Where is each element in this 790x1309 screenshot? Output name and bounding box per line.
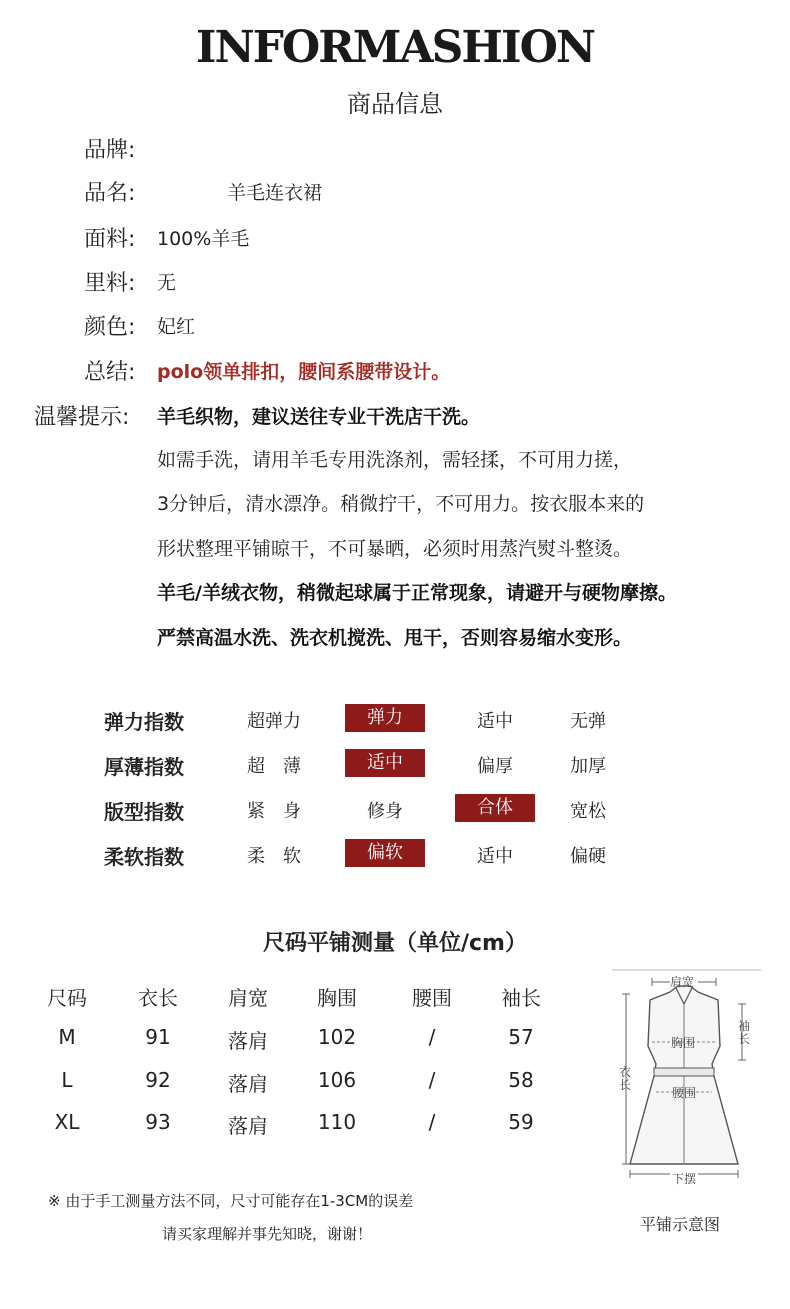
index-option-selected: 偏软 <box>345 839 425 867</box>
size-cell: 58 <box>508 1068 534 1092</box>
diagram-hem-label: 下摆 <box>672 1172 697 1186</box>
product-name-label: 品名: <box>84 181 136 206</box>
diagram-length-label: 衣长 <box>618 1065 631 1092</box>
size-cell: 落肩 <box>228 1114 268 1138</box>
diagram-sleeve-label: 袖长 <box>737 1019 750 1046</box>
tips-line: 如需手洗，请用羊毛专用洗涤剂，需轻揉，不可用力搓， <box>157 449 633 471</box>
brand-label: 品牌: <box>84 138 136 163</box>
size-cell: / <box>428 1068 436 1092</box>
summary-value: polo领单排扣，腰间系腰带设计。 <box>157 361 451 383</box>
index-label: 弹力指数 <box>104 710 184 734</box>
size-cell: 106 <box>317 1068 357 1092</box>
size-cell: / <box>428 1110 436 1134</box>
index-option-selected: 合体 <box>455 794 535 822</box>
index-label: 柔软指数 <box>104 845 184 869</box>
size-row-label: XL <box>54 1110 80 1134</box>
size-cell: 91 <box>145 1025 171 1049</box>
index-option: 紧 身 <box>247 801 301 822</box>
tips-line: 严禁高温水洗、洗衣机搅洗、甩干，否则容易缩水变形。 <box>157 627 633 649</box>
header-title-cn: 商品信息 <box>347 90 443 118</box>
index-option: 偏硬 <box>570 846 606 867</box>
size-note-2: 请买家理解并事先知晓，谢谢！ <box>162 1225 373 1243</box>
index-option: 超弹力 <box>247 711 301 732</box>
summary-label: 总结: <box>84 360 136 385</box>
size-cell: 102 <box>317 1025 357 1049</box>
diagram-waist-label: 腰围 <box>672 1086 697 1100</box>
color-value: 妃红 <box>157 316 196 338</box>
tips-line: 形状整理平铺晾干，不可暴晒，必须时用蒸汽熨斗整烫。 <box>157 538 633 560</box>
index-option-selected: 适中 <box>345 749 425 777</box>
size-cell: 92 <box>145 1068 171 1092</box>
index-option: 适中 <box>477 846 513 867</box>
index-option: 修身 <box>367 801 403 822</box>
index-option: 柔 软 <box>247 846 301 867</box>
diagram-caption: 平铺示意图 <box>640 1215 721 1234</box>
size-cell: 落肩 <box>228 1029 268 1053</box>
fabric-value: 100%羊毛 <box>157 228 250 250</box>
lining-value: 无 <box>157 272 177 294</box>
size-cell: 57 <box>508 1025 534 1049</box>
size-cell: 93 <box>145 1110 171 1134</box>
tips-line: 羊毛/羊绒衣物，稍微起球属于正常现象，请避开与硬物摩擦。 <box>157 582 677 604</box>
size-header: 尺码 <box>47 986 87 1010</box>
tips-label: 温馨提示: <box>34 405 130 430</box>
tips-line: 3分钟后，清水漂净。稍微拧干，不可用力。按衣服本来的 <box>157 493 645 515</box>
size-header: 肩宽 <box>228 986 268 1010</box>
size-header: 衣长 <box>138 986 178 1010</box>
size-chart-title: 尺码平铺测量（单位/cm） <box>262 931 527 956</box>
index-option-selected: 弹力 <box>345 704 425 732</box>
size-cell: 落肩 <box>228 1072 268 1096</box>
size-cell: 110 <box>317 1110 357 1134</box>
color-label: 颜色: <box>84 315 136 340</box>
size-header: 胸围 <box>317 986 357 1010</box>
lining-label: 里料: <box>84 271 136 296</box>
size-header: 腰围 <box>412 986 452 1010</box>
size-row-label: M <box>58 1025 76 1049</box>
header-title-en: INFORMASHION <box>195 22 595 73</box>
size-row-label: L <box>61 1068 73 1092</box>
diagram-chest-label: 胸围 <box>671 1036 696 1050</box>
index-option: 无弹 <box>570 711 606 732</box>
size-note-1: ※ 由于手工测量方法不同，尺寸可能存在1-3CM的误差 <box>48 1192 414 1210</box>
index-option: 偏厚 <box>477 756 513 777</box>
fabric-label: 面料: <box>84 227 136 252</box>
tips-line: 羊毛织物，建议送往专业干洗店干洗。 <box>157 406 481 428</box>
product-name-value: 羊毛连衣裙 <box>227 182 323 204</box>
index-option: 宽松 <box>570 801 606 822</box>
size-cell: 59 <box>508 1110 534 1134</box>
size-cell: / <box>428 1025 436 1049</box>
index-label: 版型指数 <box>104 800 184 824</box>
index-option: 超 薄 <box>247 756 301 777</box>
index-option: 加厚 <box>570 756 606 777</box>
diagram-shoulder-label: 肩宽 <box>670 975 695 989</box>
index-label: 厚薄指数 <box>104 755 184 779</box>
size-header: 袖长 <box>501 986 541 1010</box>
index-option: 适中 <box>477 711 513 732</box>
